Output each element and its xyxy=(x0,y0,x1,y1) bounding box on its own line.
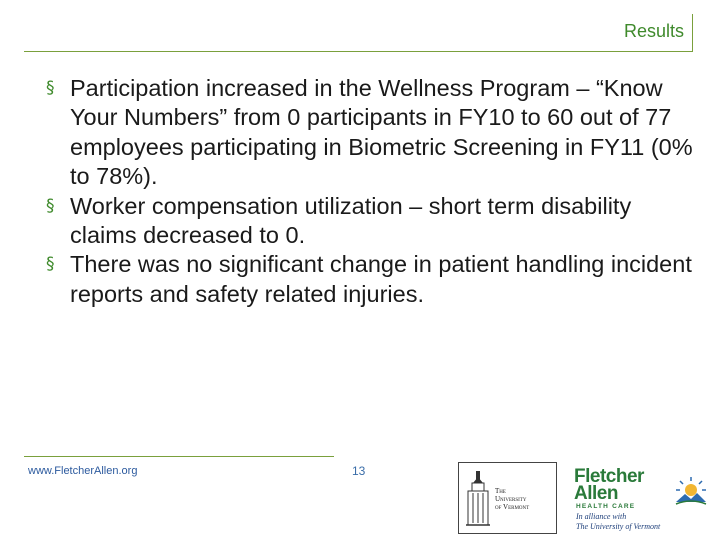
fletcher-allen-logo xyxy=(574,466,714,534)
fah-alliance-text xyxy=(576,512,660,532)
header-rule xyxy=(24,51,692,52)
sun-mountain-icon xyxy=(674,476,708,506)
bullet-marker-icon: § xyxy=(46,78,55,98)
uvm-wordmark xyxy=(495,487,529,511)
fah-alliance-line-2: The University of Vermont xyxy=(576,522,661,531)
uvm-line-3: of Vermont xyxy=(495,503,530,511)
bullet-item xyxy=(46,74,696,192)
page-number: 13 xyxy=(352,464,366,478)
header-divider xyxy=(692,14,693,52)
uvm-line-2: University xyxy=(495,495,527,503)
bullet-text: Participation increased in the Wellness Program – “Know Your Numbers” from 0 participants in FY10 to 60 out of 77 employees participating in Biometric Screening in FY11 (0% to 78%). xyxy=(70,75,693,190)
fah-wordmark-allen: Allen xyxy=(574,483,618,504)
bullet-marker-icon: § xyxy=(46,254,55,275)
bullet-item xyxy=(46,192,696,251)
uvm-logo xyxy=(458,462,557,534)
fah-wordmark-fletcher: Fletcher xyxy=(574,466,644,487)
bullet-text: Worker compensation utilization – short term disability claims decreased to 0. xyxy=(70,192,632,249)
fah-alliance-line-1: In alliance with xyxy=(576,512,627,521)
bullet-item xyxy=(46,250,696,309)
uvm-building-icon xyxy=(465,469,491,527)
bullet-marker-icon: § xyxy=(46,195,55,216)
fah-health-care: HEALTH CARE xyxy=(576,503,636,510)
bullet-text: There was no significant change in patient handling incident reports and safety related injuries. xyxy=(70,251,692,307)
footer-rule xyxy=(24,456,334,457)
footer-url-link[interactable]: www.FletcherAllen.org xyxy=(28,465,138,477)
slide-section-title: Results xyxy=(623,21,684,41)
bullet-list xyxy=(46,74,696,309)
uvm-line-1: The xyxy=(495,487,506,495)
